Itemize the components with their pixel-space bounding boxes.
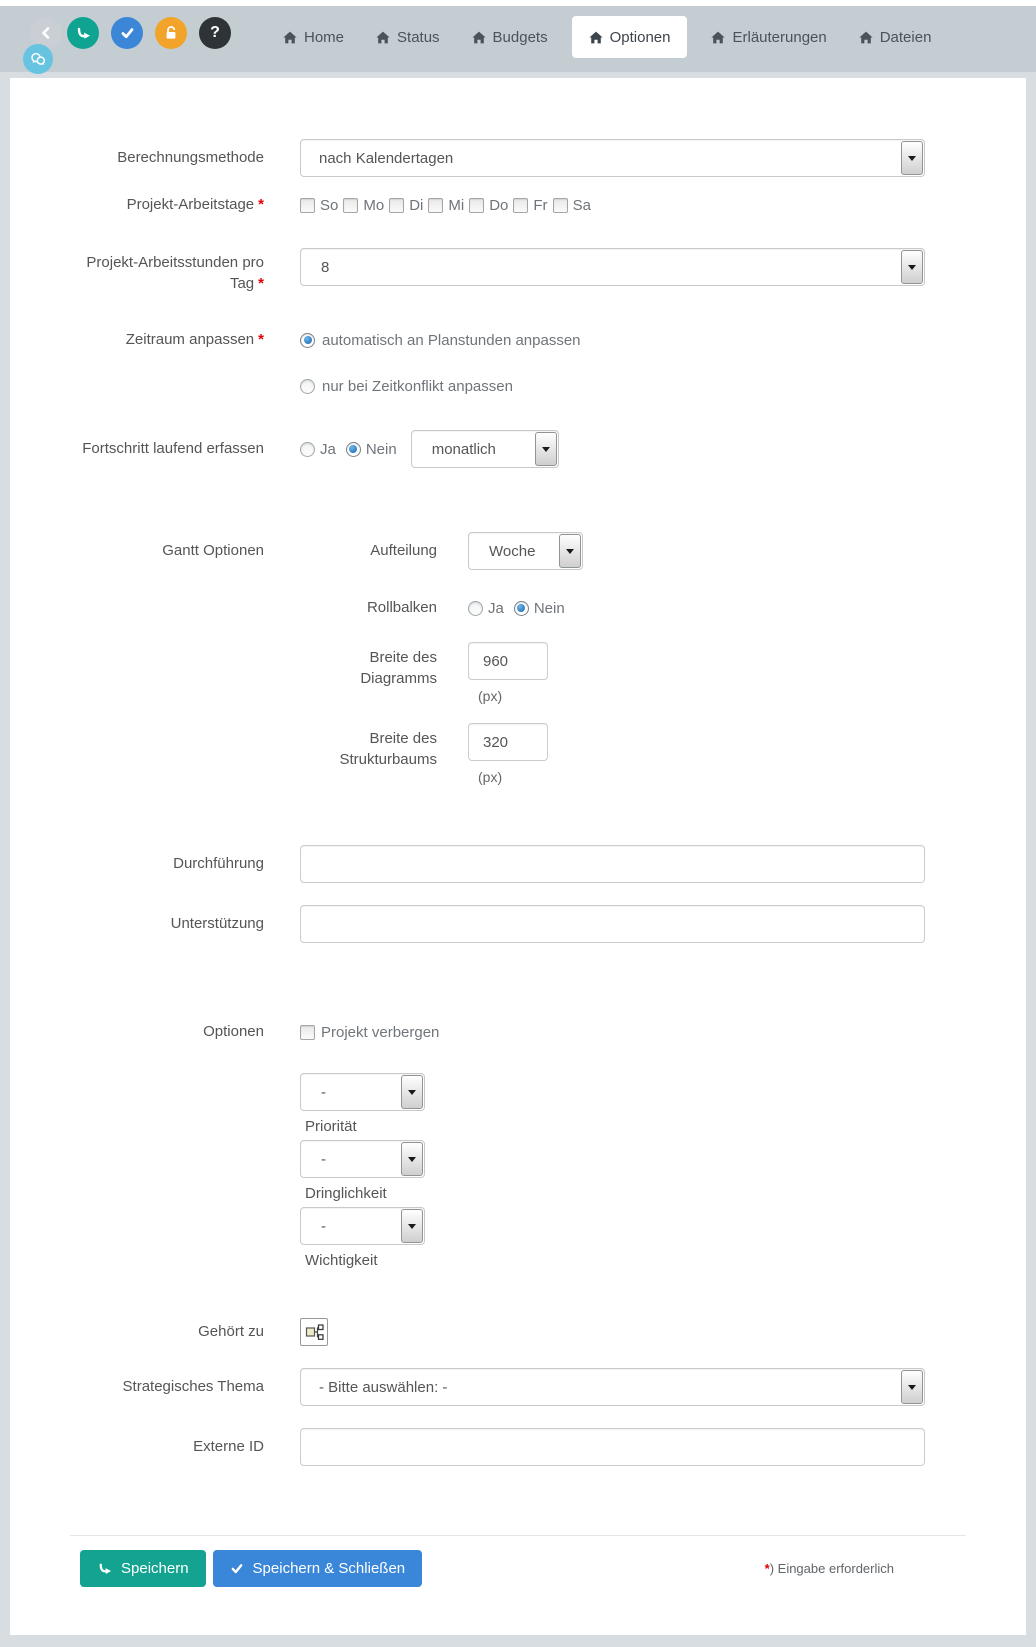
day-label: Sa <box>572 196 591 214</box>
curved-arrow-icon <box>75 25 91 41</box>
day-label: Mi <box>448 196 465 214</box>
home-icon <box>472 31 486 44</box>
checkbox-day-do[interactable] <box>469 198 484 213</box>
checkbox-day-di[interactable] <box>389 198 404 213</box>
tab-optionen[interactable] <box>572 16 688 58</box>
gehoert-zu-button[interactable] <box>300 1318 328 1346</box>
tab-home[interactable] <box>283 16 344 58</box>
durchfuehrung-input[interactable] <box>300 845 925 883</box>
tab-label: Budgets <box>492 28 548 46</box>
arbeitsstunden-select[interactable] <box>300 248 925 286</box>
check-icon <box>120 26 135 40</box>
breite-diagramm-input[interactable] <box>468 642 548 680</box>
gantt-optionen-label: Gantt Optionen <box>162 542 264 559</box>
check-icon <box>230 1562 244 1575</box>
select-value: - <box>321 1083 326 1101</box>
wichtigkeit-label: Wichtigkeit <box>305 1252 378 1269</box>
px-unit-label: (px) <box>478 769 503 785</box>
wichtigkeit-select[interactable] <box>300 1207 425 1245</box>
breite-struktur-label: Breite des Strukturbaums <box>339 730 437 768</box>
checkbox-day-sa[interactable] <box>553 198 568 213</box>
home-icon <box>376 31 390 44</box>
select-value: monatlich <box>431 440 496 458</box>
prioritaet-label: Priorität <box>305 1118 357 1135</box>
select-value: - Bitte auswählen: - <box>319 1378 448 1396</box>
day-label: So <box>320 196 339 214</box>
tab-label: Optionen <box>609 28 671 46</box>
footer-divider <box>70 1535 966 1536</box>
tab-budgets[interactable] <box>472 16 548 58</box>
select-value: 8 <box>321 258 330 276</box>
unlock-button[interactable] <box>155 17 187 49</box>
tab-label: Dateien <box>879 28 932 46</box>
home-icon <box>589 31 603 44</box>
day-label: Mo <box>363 196 385 214</box>
select-value: - <box>321 1217 326 1235</box>
fortschritt-label: Fortschritt laufend erfassen <box>82 440 264 457</box>
save-button[interactable] <box>80 1550 206 1587</box>
footer-actions <box>80 1550 966 1587</box>
home-icon <box>283 31 297 44</box>
px-unit-label: (px) <box>478 688 503 704</box>
tab-label: Erläuterungen <box>732 28 827 46</box>
aufteilung-select[interactable] <box>468 532 583 570</box>
day-label: Fr <box>533 196 548 214</box>
tab-erlaeuterungen[interactable] <box>711 16 826 58</box>
tab-label: Status <box>397 28 440 46</box>
dropdown-arrow-icon[interactable] <box>901 250 923 284</box>
zeitraum-label: Zeitraum anpassen * <box>125 331 264 348</box>
aufteilung-label: Aufteilung <box>370 542 437 559</box>
select-value: nach Kalendertagen <box>319 149 454 167</box>
save-close-button-label: Speichern & Schließen <box>252 1560 406 1577</box>
dropdown-arrow-icon[interactable] <box>535 432 557 466</box>
optionen-label: Optionen <box>203 1023 264 1040</box>
dropdown-arrow-icon[interactable] <box>401 1142 423 1176</box>
unlock-icon <box>163 25 179 41</box>
radio-unselected-icon[interactable] <box>300 379 315 394</box>
durchfuehrung-label: Durchführung <box>173 855 264 872</box>
forward-button[interactable] <box>67 17 99 49</box>
required-asterisk: * <box>258 331 264 348</box>
dropdown-arrow-icon[interactable] <box>401 1075 423 1109</box>
radio-ja[interactable] <box>468 601 483 616</box>
save-close-button[interactable] <box>213 1550 423 1587</box>
radio-ja[interactable] <box>300 442 315 457</box>
projekt-verbergen-label: Projekt verbergen <box>321 1023 440 1041</box>
question-icon: ? <box>210 24 220 41</box>
dringlichkeit-label: Dringlichkeit <box>305 1185 387 1202</box>
day-label: Di <box>409 196 424 214</box>
radio-label: nur bei Zeitkonflikt anpassen <box>322 377 513 395</box>
confirm-button[interactable] <box>111 17 143 49</box>
dropdown-arrow-icon[interactable] <box>559 534 581 568</box>
arbeitsstunden-label: Projekt-Arbeitsstunden pro Tag * <box>86 254 264 292</box>
tab-label: Home <box>304 28 345 46</box>
strategisches-thema-select[interactable] <box>300 1368 925 1406</box>
breite-diagramm-label: Breite des Diagramms <box>360 649 437 687</box>
radio-option-zeitkonflikt[interactable] <box>300 376 581 396</box>
radio-label: automatisch an Planstunden anpassen <box>322 331 581 349</box>
gehoert-zu-label: Gehört zu <box>198 1323 264 1340</box>
projekt-verbergen-checkbox[interactable] <box>300 1025 315 1040</box>
berechnungsmethode-select[interactable] <box>300 139 925 177</box>
radio-selected-icon[interactable] <box>300 333 315 348</box>
radio-label: Nein <box>365 440 397 458</box>
top-navigation-bar <box>0 6 1036 72</box>
dringlichkeit-select[interactable] <box>300 1140 425 1178</box>
prioritaet-select[interactable] <box>300 1073 425 1111</box>
unterstuetzung-input[interactable] <box>300 905 925 943</box>
day-label: Do <box>489 196 509 214</box>
chat-icon <box>30 52 46 66</box>
tab-status[interactable] <box>376 16 440 58</box>
radio-nein[interactable] <box>514 601 529 616</box>
checkbox-day-mo[interactable] <box>343 198 358 213</box>
berechnungsmethode-label: Berechnungsmethode <box>117 149 264 166</box>
home-icon <box>711 31 725 44</box>
strategisches-thema-label: Strategisches Thema <box>122 1378 264 1395</box>
select-value: Woche <box>489 542 536 560</box>
required-asterisk: * <box>258 275 264 292</box>
checkbox-day-fr[interactable] <box>513 198 528 213</box>
chevron-left-icon <box>39 25 53 41</box>
required-note: *) Eingabe erforderlich <box>764 1561 894 1576</box>
checkbox-day-so[interactable] <box>300 198 315 213</box>
form-panel <box>10 78 1026 1635</box>
curved-arrow-icon <box>97 1561 112 1576</box>
fortschritt-intervall-select[interactable] <box>411 430 559 468</box>
select-value: - <box>321 1150 326 1168</box>
radio-label: Ja <box>320 440 336 458</box>
externe-id-input[interactable] <box>300 1428 925 1466</box>
comments-button[interactable] <box>23 44 53 74</box>
tab-dateien[interactable] <box>859 16 932 58</box>
required-asterisk: * <box>764 1561 770 1576</box>
breite-struktur-input[interactable] <box>468 723 548 761</box>
home-icon <box>859 31 873 44</box>
externe-id-label: Externe ID <box>193 1438 264 1455</box>
dropdown-arrow-icon[interactable] <box>901 141 923 175</box>
checkbox-day-mi[interactable] <box>428 198 443 213</box>
unterstuetzung-label: Unterstützung <box>170 915 264 932</box>
dropdown-arrow-icon[interactable] <box>401 1209 423 1243</box>
save-button-label: Speichern <box>121 1560 189 1577</box>
rollbalken-label: Rollbalken <box>366 599 437 616</box>
radio-nein[interactable] <box>346 442 361 457</box>
dropdown-arrow-icon[interactable] <box>901 1370 923 1404</box>
required-asterisk: * <box>258 196 264 213</box>
radio-label: Ja <box>488 599 504 617</box>
radio-option-automatisch[interactable] <box>300 330 581 350</box>
radio-label: Nein <box>533 599 565 617</box>
hierarchy-icon <box>304 1322 324 1342</box>
help-button[interactable] <box>199 17 231 49</box>
tab-bar <box>283 16 931 58</box>
arbeitstage-label: Projekt-Arbeitstage * <box>126 196 264 213</box>
